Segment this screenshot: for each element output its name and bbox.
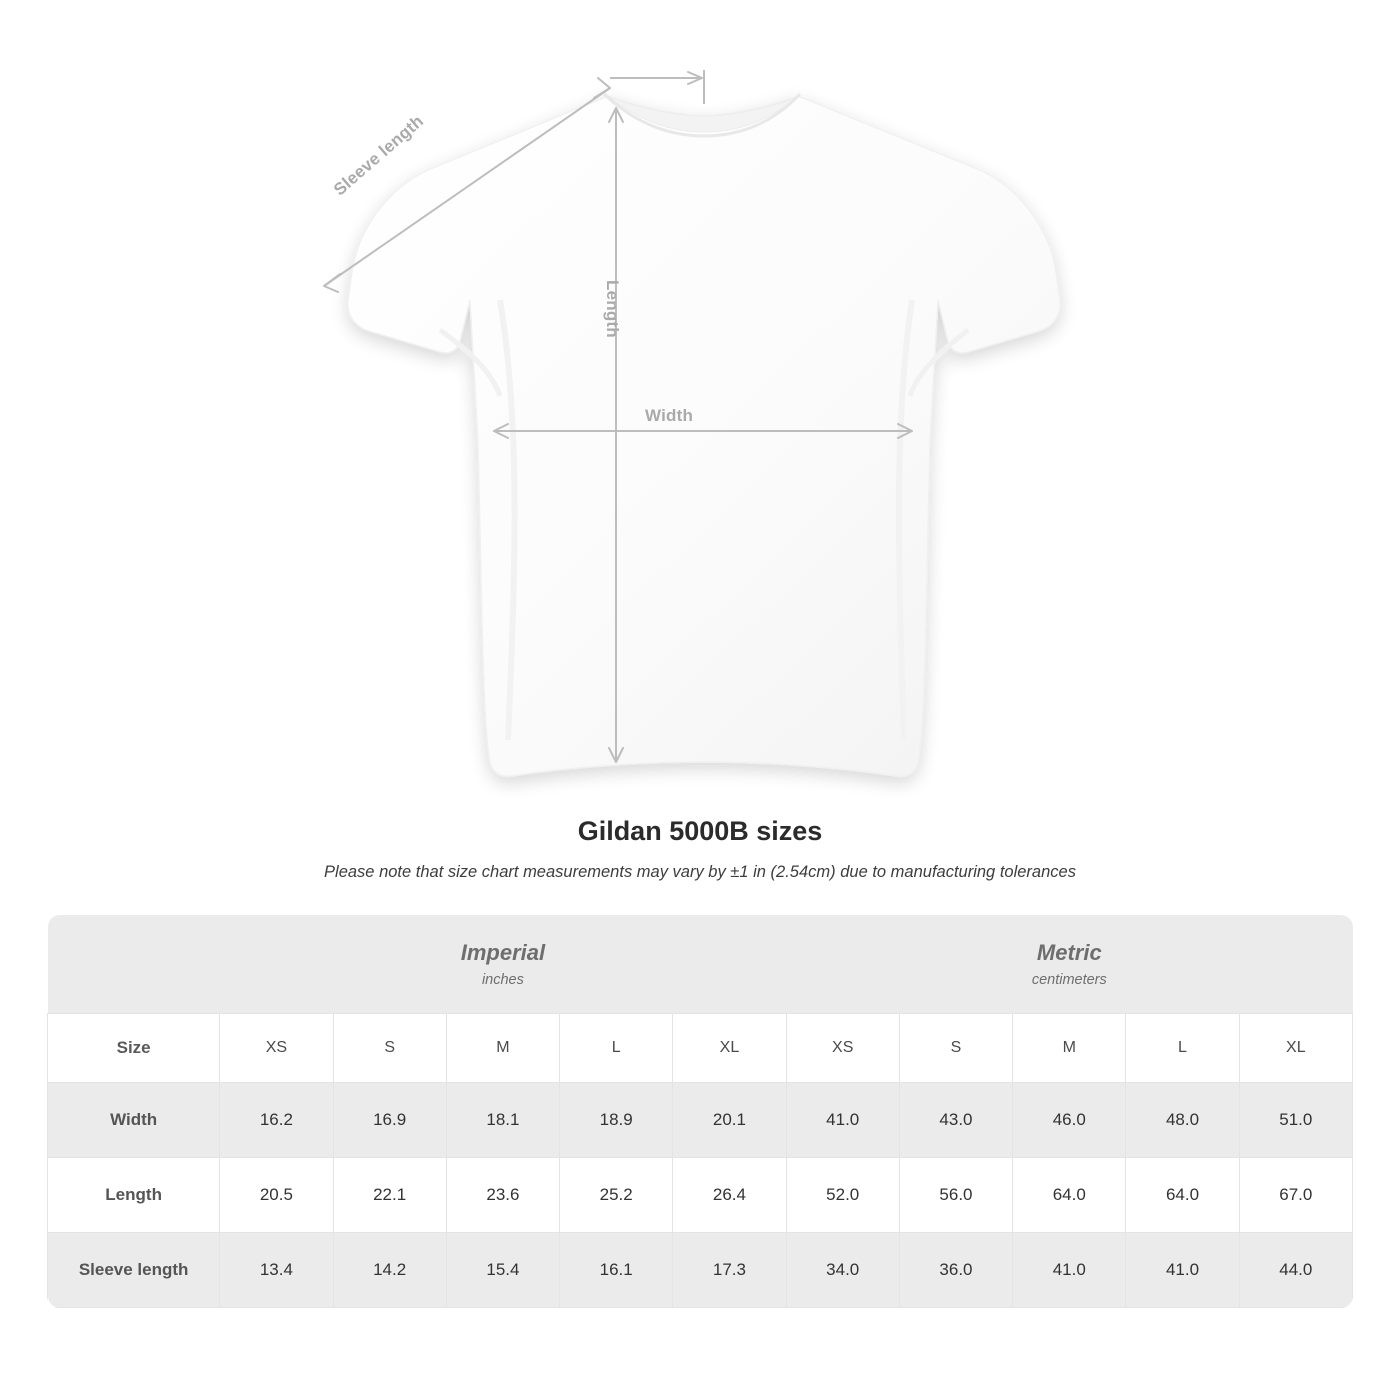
cell-length-imperial-s: 22.1 [333, 1158, 446, 1233]
cell-length-metric-xs: 52.0 [786, 1158, 899, 1233]
size-table-wrapper [47, 915, 1353, 1308]
header-metric-s: S [899, 1014, 1012, 1083]
unit-header-metric [786, 915, 1352, 1014]
table-unit-header-row [48, 915, 1353, 1014]
cell-width-metric-l: 48.0 [1126, 1083, 1239, 1158]
page-title: Gildan 5000B sizes [577, 816, 823, 846]
table-row [48, 1233, 1353, 1308]
cell-length-metric-s: 56.0 [899, 1158, 1012, 1233]
unit-name-imperial: Imperial [460, 940, 546, 965]
length-label: Length [603, 280, 622, 338]
size-table [47, 915, 1353, 1308]
header-size: Size [48, 1014, 220, 1083]
sleeve-length-label: Sleeve length [330, 111, 428, 200]
cell-length-imperial-xl: 26.4 [673, 1158, 786, 1233]
cell-sleeve-imperial-xs: 13.4 [220, 1233, 333, 1308]
unit-name-metric: Metric [1036, 940, 1102, 965]
row-label-sleeve-length: Sleeve length [48, 1233, 220, 1308]
cell-width-metric-s: 43.0 [899, 1083, 1012, 1158]
cell-sleeve-metric-m: 41.0 [1013, 1233, 1126, 1308]
width-label: Width [645, 406, 694, 425]
cell-sleeve-imperial-xl: 17.3 [673, 1233, 786, 1308]
header-metric-xl: XL [1239, 1014, 1352, 1083]
cell-width-imperial-m: 18.1 [446, 1083, 559, 1158]
cell-length-metric-xl: 67.0 [1239, 1158, 1352, 1233]
cell-length-metric-m: 64.0 [1013, 1158, 1126, 1233]
cell-sleeve-metric-xl: 44.0 [1239, 1233, 1352, 1308]
header-imperial-xl: XL [673, 1014, 786, 1083]
cell-sleeve-imperial-m: 15.4 [446, 1233, 559, 1308]
header-metric-xs: XS [786, 1014, 899, 1083]
header-metric-m: M [1013, 1014, 1126, 1083]
cell-width-metric-xl: 51.0 [1239, 1083, 1352, 1158]
cell-width-metric-m: 46.0 [1013, 1083, 1126, 1158]
row-label-length: Length [48, 1158, 220, 1233]
cell-width-metric-xs: 41.0 [786, 1083, 899, 1158]
table-row [48, 1083, 1353, 1158]
cell-length-imperial-m: 23.6 [446, 1158, 559, 1233]
cell-length-metric-l: 64.0 [1126, 1158, 1239, 1233]
cell-length-imperial-l: 25.2 [560, 1158, 673, 1233]
header-metric-l: L [1126, 1014, 1239, 1083]
unit-header-imperial [220, 915, 786, 1014]
cell-sleeve-metric-xs: 34.0 [786, 1233, 899, 1308]
unit-header-corner [48, 915, 220, 1014]
table-size-header-row [48, 1014, 1353, 1083]
cell-length-imperial-xs: 20.5 [220, 1158, 333, 1233]
cell-width-imperial-s: 16.9 [333, 1083, 446, 1158]
cell-sleeve-metric-l: 41.0 [1126, 1233, 1239, 1308]
cell-width-imperial-xl: 20.1 [673, 1083, 786, 1158]
row-label-width: Width [48, 1083, 220, 1158]
unit-sub-imperial: inches [481, 972, 524, 988]
cell-sleeve-metric-s: 36.0 [899, 1233, 1012, 1308]
cell-sleeve-imperial-l: 16.1 [560, 1233, 673, 1308]
header-imperial-xs: XS [220, 1014, 333, 1083]
cell-sleeve-imperial-s: 14.2 [333, 1233, 446, 1308]
cell-width-imperial-l: 18.9 [560, 1083, 673, 1158]
table-row [48, 1158, 1353, 1233]
header-imperial-s: S [333, 1014, 446, 1083]
unit-sub-metric: centimeters [1031, 972, 1107, 988]
page-subtitle: Please note that size chart measurements may vary by ±1 in (2.54cm) due to manufacturing tolerances [324, 863, 1076, 881]
cell-width-imperial-xs: 16.2 [220, 1083, 333, 1158]
header-imperial-l: L [560, 1014, 673, 1083]
header-imperial-m: M [446, 1014, 559, 1083]
